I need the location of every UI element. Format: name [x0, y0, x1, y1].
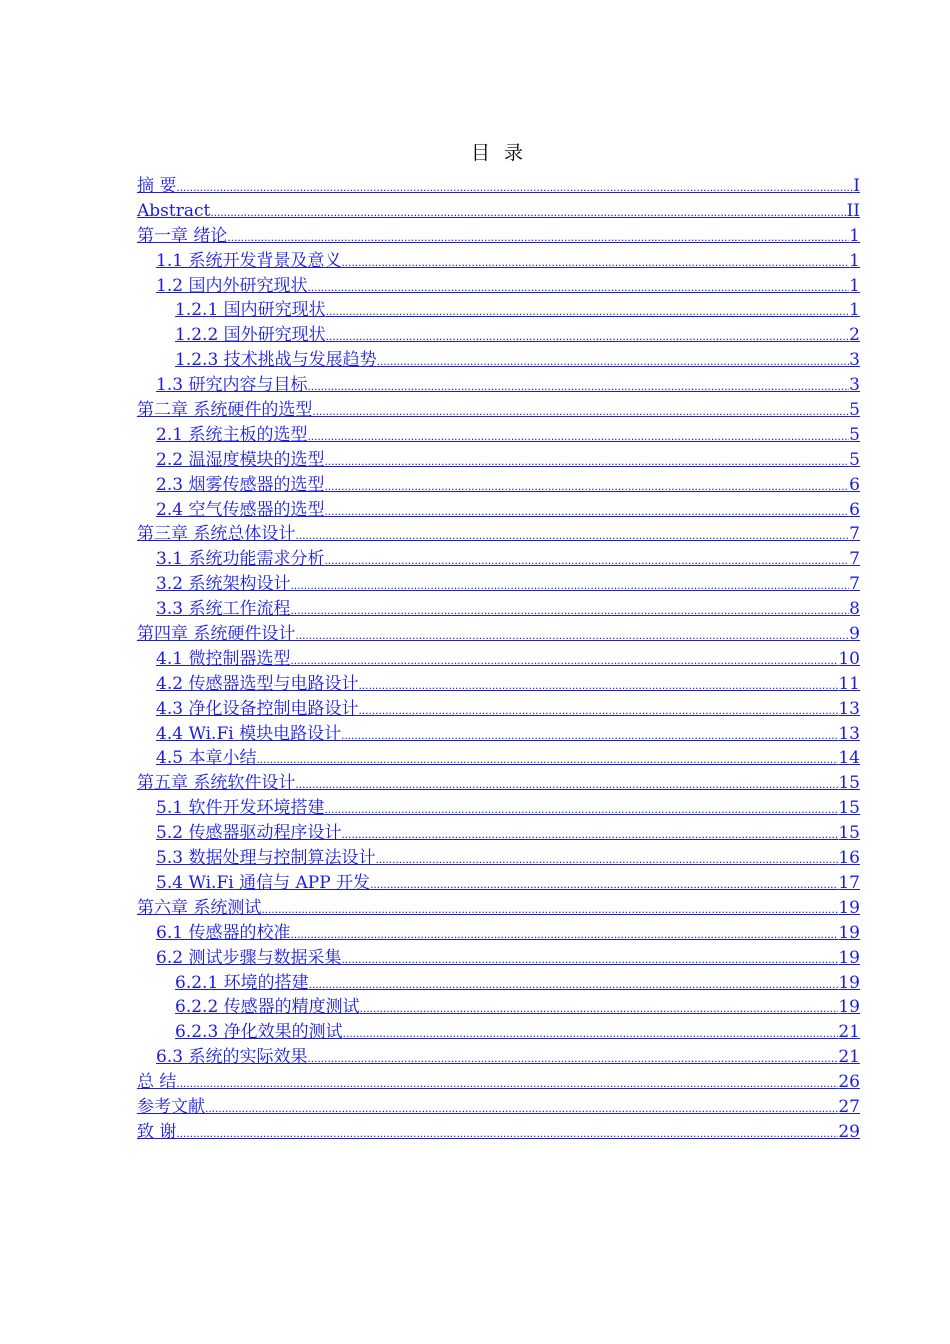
toc-leader-dots [210, 200, 846, 225]
toc-entry[interactable] [137, 821, 860, 846]
toc-entry-page: 13 [838, 723, 860, 744]
toc-entry-label: 参考文献 [137, 1096, 205, 1117]
toc-leader-dots [290, 573, 849, 598]
toc-leader-dots [290, 598, 849, 623]
toc-entry-page: 13 [838, 698, 860, 719]
toc-entry[interactable] [137, 174, 860, 199]
toc-leader-dots [290, 648, 838, 673]
toc-entry[interactable] [137, 672, 860, 697]
toc-entry-label: 3.1 系统功能需求分析 [156, 549, 325, 570]
toc-entry-page: 16 [838, 848, 860, 869]
toc-entry[interactable] [137, 1120, 860, 1145]
page-title: 目 录 [470, 142, 528, 164]
toc-entry-page: 3 [849, 375, 860, 396]
toc-leader-dots [205, 1096, 838, 1121]
toc-entry-page: 27 [838, 1096, 860, 1117]
toc-entry[interactable] [137, 298, 860, 323]
toc-entry[interactable] [137, 224, 860, 249]
toc-entry-label: 2.2 温湿度模块的选型 [156, 449, 325, 470]
toc-entry[interactable] [137, 398, 860, 423]
toc-leader-dots [370, 872, 838, 897]
toc-entry-page: 7 [849, 549, 860, 570]
toc-entry[interactable] [137, 1095, 860, 1120]
toc-leader-dots [324, 797, 838, 822]
toc-entry[interactable] [137, 697, 860, 722]
toc-entry[interactable] [137, 1045, 860, 1070]
toc-leader-dots [341, 947, 838, 972]
toc-entry[interactable] [137, 971, 860, 996]
toc-entry-label: 5.3 数据处理与控制算法设计 [156, 848, 376, 869]
toc-entry-page: 7 [849, 574, 860, 595]
toc-entry-page: 19 [838, 972, 860, 993]
toc-leader-dots [176, 1121, 838, 1146]
toc-entry-page: 8 [849, 599, 860, 620]
toc-leader-dots [375, 847, 838, 872]
toc-entry-label: 6.2 测试步骤与数据采集 [156, 947, 342, 968]
toc-entry-page: 6 [849, 499, 860, 520]
toc-entry[interactable] [137, 323, 860, 348]
toc-entry-page: 7 [849, 524, 860, 545]
toc-entry-page: 26 [838, 1072, 860, 1093]
toc-entry-page: 19 [838, 922, 860, 943]
toc-entry[interactable] [137, 647, 860, 672]
toc-entry-label: 1.2 国内外研究现状 [156, 275, 308, 296]
toc-leader-dots [256, 747, 838, 772]
toc-entry-label: 摘 要 [137, 176, 177, 196]
toc-leader-dots [295, 772, 838, 797]
toc-entry-label: 第五章 系统软件设计 [137, 773, 296, 794]
toc-entry[interactable] [137, 871, 860, 896]
toc-entry-page: 9 [849, 624, 860, 645]
toc-entry-label: 2.3 烟雾传感器的选型 [156, 474, 325, 495]
toc-entry-label: 3.2 系统架构设计 [156, 574, 291, 595]
toc-leader-dots [312, 399, 849, 424]
toc-entry-page: II [846, 200, 860, 221]
toc-entry-label: 1.2.3 技术挑战与发展趋势 [175, 350, 377, 371]
toc-entry-label: 总 结 [137, 1072, 177, 1093]
toc-leader-dots [307, 275, 849, 300]
toc-leader-dots [358, 673, 838, 698]
table-of-contents [137, 174, 860, 1145]
toc-entry[interactable] [137, 498, 860, 523]
toc-entry-label: 6.2.3 净化效果的测试 [175, 1022, 343, 1043]
toc-entry[interactable] [137, 473, 860, 498]
toc-entry-label: 致 谢 [137, 1121, 177, 1142]
toc-entry-label: 1.2.2 国外研究现状 [175, 325, 326, 346]
toc-entry[interactable] [137, 249, 860, 274]
toc-entry[interactable] [137, 622, 860, 647]
toc-entry-page: 17 [838, 872, 860, 893]
toc-entry-page: 10 [838, 648, 860, 669]
toc-leader-dots [307, 1046, 838, 1071]
toc-entry-label: 第三章 系统总体设计 [137, 524, 296, 545]
toc-leader-dots [227, 225, 849, 250]
toc-entry[interactable] [137, 597, 860, 622]
toc-entry-label: 5.4 Wi.Fi 通信与 APP 开发 [156, 872, 371, 893]
toc-leader-dots [324, 449, 849, 474]
toc-entry-label: 4.2 传感器选型与电路设计 [156, 673, 359, 694]
toc-entry[interactable] [137, 199, 860, 224]
toc-entry[interactable] [137, 348, 860, 373]
toc-entry-label: 1.3 研究内容与目标 [156, 375, 308, 396]
toc-entry[interactable] [137, 995, 860, 1020]
toc-entry-page: 15 [838, 798, 860, 819]
toc-entry-page: 5 [849, 449, 860, 470]
toc-entry-label: 6.1 传感器的校准 [156, 922, 291, 943]
toc-entry-label: 2.4 空气传感器的选型 [156, 499, 325, 520]
toc-entry-label: 6.2.1 环境的搭建 [175, 972, 309, 993]
toc-entry-label: 第六章 系统测试 [137, 897, 262, 918]
toc-entry-label: 4.5 本章小结 [156, 748, 257, 769]
toc-leader-dots [324, 499, 849, 524]
toc-entry-page: 19 [838, 947, 860, 968]
toc-entry-page: 2 [849, 325, 860, 346]
toc-leader-dots [261, 897, 838, 922]
toc-entry-label: 4.4 Wi.Fi 模块电路设计 [156, 723, 342, 744]
toc-entry-page: 1 [849, 300, 860, 321]
toc-entry[interactable] [137, 722, 860, 747]
toc-entry-page: 21 [838, 1047, 860, 1068]
toc-entry-label: 2.1 系统主板的选型 [156, 424, 308, 445]
toc-entry-label: 4.3 净化设备控制电路设计 [156, 698, 359, 719]
toc-entry[interactable] [137, 1070, 860, 1095]
toc-entry-page: 15 [838, 773, 860, 794]
toc-leader-dots [295, 623, 849, 648]
toc-leader-dots [358, 698, 838, 723]
toc-entry-label: 6.2.2 传感器的精度测试 [175, 997, 360, 1018]
toc-entry-page: 15 [838, 823, 860, 844]
toc-entry[interactable] [137, 921, 860, 946]
toc-entry[interactable] [137, 522, 860, 547]
toc-entry-label: 第四章 系统硬件设计 [137, 624, 296, 645]
toc-entry-label: 第一章 绪论 [137, 225, 228, 246]
toc-entry-page: 14 [838, 748, 860, 769]
toc-entry[interactable] [137, 448, 860, 473]
toc-entry[interactable] [137, 746, 860, 771]
toc-leader-dots [309, 972, 839, 997]
toc-entry-page: 1 [849, 275, 860, 296]
toc-leader-dots [324, 474, 849, 499]
toc-entry-page: 5 [849, 424, 860, 445]
toc-leader-dots [341, 723, 838, 748]
toc-entry[interactable] [137, 771, 860, 796]
toc-entry[interactable] [137, 1020, 860, 1045]
toc-entry-label: Abstract [137, 200, 211, 221]
toc-entry[interactable] [137, 547, 860, 572]
toc-entry-page: 1 [849, 225, 860, 246]
toc-entry-page: 11 [838, 673, 860, 694]
toc-entry-label: 5.1 软件开发环境搭建 [156, 798, 325, 819]
toc-entry[interactable] [137, 946, 860, 971]
toc-entry-page: 29 [838, 1121, 860, 1142]
toc-leader-dots [326, 299, 850, 324]
toc-entry-page: 21 [838, 1022, 860, 1043]
toc-entry[interactable] [137, 274, 860, 299]
toc-entry-label: 1.2.1 国内研究现状 [175, 300, 326, 321]
toc-leader-dots [326, 324, 850, 349]
toc-entry-label: 4.1 微控制器选型 [156, 648, 291, 669]
toc-leader-dots [307, 374, 849, 399]
toc-leader-dots [295, 523, 849, 548]
toc-entry-page: I [853, 176, 860, 196]
toc-entry-page: 5 [849, 400, 860, 421]
toc-entry[interactable] [137, 572, 860, 597]
toc-entry-page: 1 [849, 250, 860, 271]
toc-entry[interactable] [137, 896, 860, 921]
toc-entry[interactable] [137, 423, 860, 448]
toc-entry-page: 6 [849, 474, 860, 495]
toc-entry-label: 6.3 系统的实际效果 [156, 1047, 308, 1068]
toc-leader-dots [324, 548, 849, 573]
toc-entry-label: 3.3 系统工作流程 [156, 599, 291, 620]
toc-leader-dots [307, 424, 849, 449]
toc-leader-dots [341, 822, 838, 847]
toc-entry[interactable] [137, 796, 860, 821]
toc-entry-page: 19 [838, 997, 860, 1018]
toc-entry-label: 5.2 传感器驱动程序设计 [156, 823, 342, 844]
toc-leader-dots [377, 349, 850, 374]
toc-leader-dots [290, 922, 838, 947]
toc-entry[interactable] [137, 373, 860, 398]
toc-entry[interactable] [137, 846, 860, 871]
toc-leader-dots [343, 1021, 839, 1046]
toc-leader-dots [176, 1071, 838, 1096]
toc-leader-dots [360, 996, 839, 1021]
toc-entry-page: 3 [849, 350, 860, 371]
toc-entry-label: 1.1 系统开发背景及意义 [156, 250, 342, 271]
toc-leader-dots [341, 250, 849, 275]
toc-entry-page: 19 [838, 897, 860, 918]
toc-leader-dots [176, 175, 853, 200]
toc-entry-label: 第二章 系统硬件的选型 [137, 400, 313, 421]
